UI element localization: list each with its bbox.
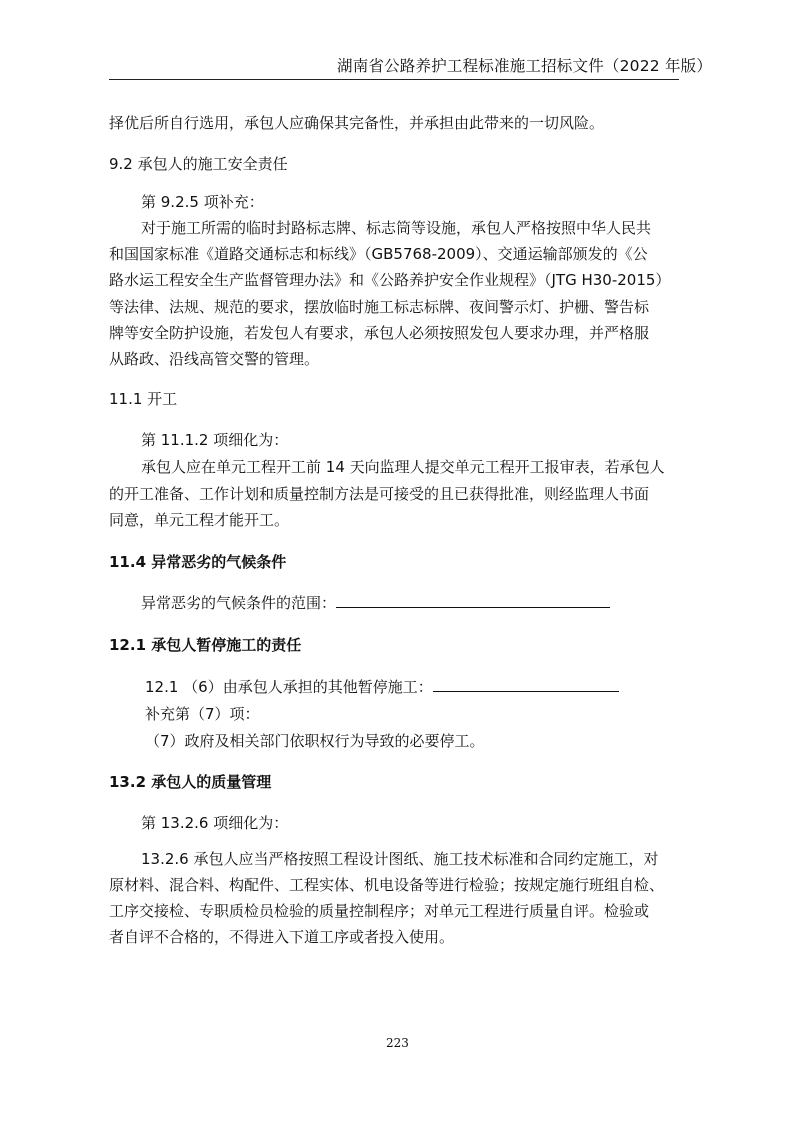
paragraph-line: 原材料、混合料、构配件、工程实体、机电设备等进行检验；按规定施行班组自检、 [109,876,665,894]
page-number: 223 [386,1036,409,1050]
paragraph-line: 从路政、沿线高管交警的管理。 [109,350,320,368]
clause-intro-13-2-6: 第 13.2.6 项细化为： [141,814,289,832]
blank-underline [336,593,610,608]
paragraph-line: 同意，单元工程才能开工。 [109,511,290,529]
header-rule [109,79,679,80]
paragraph-line: 对于施工所需的临时封路标志牌、标志筒等设施，承包人严格按照中华人民共 [141,219,652,237]
clause-intro-9-2-5: 第 9.2.5 项补充： [141,193,264,211]
section-heading-12-1: 12.1 承包人暂停施工的责任 [109,636,302,654]
section-heading-13-2: 13.2 承包人的质量管理 [109,773,272,791]
clause-intro-11-1-2: 第 11.1.2 项细化为： [141,431,289,449]
paragraph-line: 工序交接检、专职质检员检验的质量控制程序；对单元工程进行质量自评。检验或 [109,902,650,920]
fill-in-line [145,677,619,697]
paragraph-line: 补充第（7）项： [145,705,260,723]
paragraph-line: 的开工准备、工作计划和质量控制方法是可接受的且已获得批准，则经监理人书面 [109,485,650,503]
paragraph-line: 者自评不合格的，不得进入下道工序或者投入使用。 [109,928,455,946]
paragraph-line: 择优后所自行选用，承包人应确保其完备性，并承担由此带来的一切风险。 [109,114,605,132]
paragraph-line: 路水运工程安全生产监督管理办法》和《公路养护安全作业规程》（JTG H30-2015） [109,271,671,289]
paragraph-line: 承包人应在单元工程开工前 14 天向监理人提交单元工程开工报审表，若承包人 [141,458,665,476]
paragraph-line: 牌等安全防护设施，若发包人有要求，承包人必须按照发包人要求办理，并严格服 [109,324,650,342]
paragraph-line: 和国国家标准《道路交通标志和标线》（GB5768-2009）、交通运输部颁发的《公 [109,245,648,263]
paragraph-line: （7）政府及相关部门依职权行为导致的必要停工。 [145,732,485,750]
fill-in-label: 12.1 （6）由承包人承担的其他暂停施工： [145,678,433,696]
section-heading-9-2: 9.2 承包人的施工安全责任 [109,155,288,173]
running-header: 湖南省公路养护工程标准施工招标文件（2022 年版） [337,57,713,75]
section-heading-11-1: 11.1 开工 [109,390,178,408]
section-heading-11-4: 11.4 异常恶劣的气候条件 [109,553,287,571]
fill-in-label: 异常恶劣的气候条件的范围： [141,594,337,612]
paragraph-line: 等法律、法规、规范的要求，摆放临时施工标志标牌、夜间警示灯、护栅、警告标 [109,298,650,316]
fill-in-line [141,593,610,613]
blank-underline [433,677,619,692]
paragraph-line: 13.2.6 承包人应当严格按照工程设计图纸、施工技术标准和合同约定施工，对 [141,850,659,868]
